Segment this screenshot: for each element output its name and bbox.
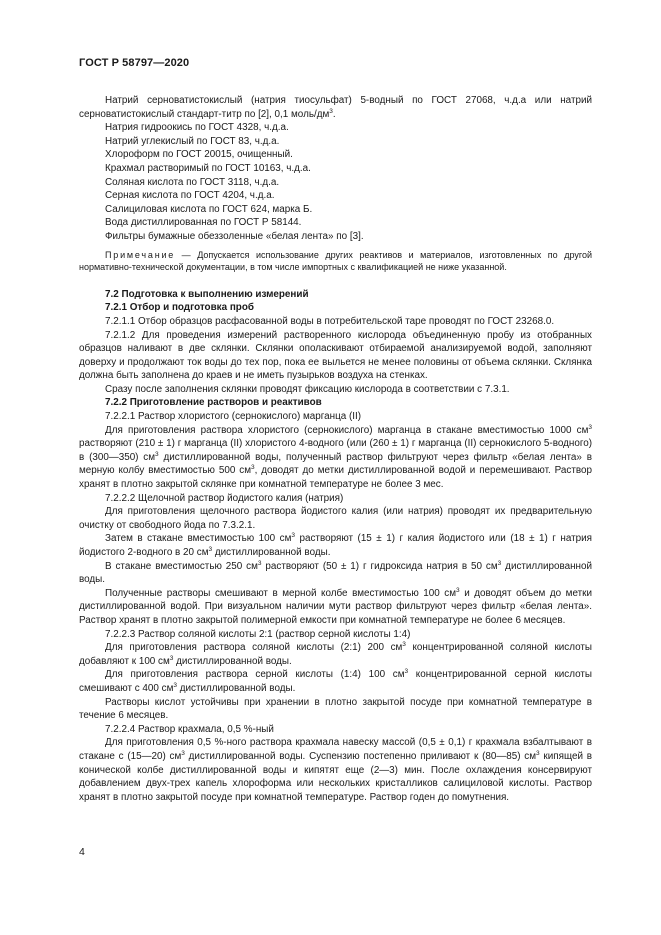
- reagent-item: Вода дистиллированная по ГОСТ Р 58144.: [105, 217, 302, 229]
- note-text: — Допускается использование других реактивов и материалов, изготовленных по другой нормативно-технической документации, в том числе импортных с квалификацией не ниже указанной.: [79, 249, 592, 273]
- paragraph-7-2-2-2-d: Полученные растворы смешивают в мерной колбе вместимостью 100 $см^3$ и доводят объем до метки дистиллированной водой. При визуальном наличии мути раствор фильтруют через фильтр «белая лента». Раствор хранят в плотно закрытой полимерной емкости при комнатной температуре не более 6 месяцев.: [79, 586, 592, 626]
- paragraph-7-2-2-3-a: Для приготовления раствора соляной кислоты (2:1) 200 $см^3$ концентрированной соляной кислоты добавляют к 100 $см^3$ дистиллированной воды.: [79, 641, 592, 667]
- reagent-item: Серная кислота по ГОСТ 4204, ч.д.а.: [105, 190, 275, 202]
- reagent-item: Соляная кислота по ГОСТ 3118, ч.д.а.: [105, 176, 280, 188]
- note-paragraph: [79, 249, 592, 274]
- paragraph-7-2-1-2: 7.2.1.2 Для проведения измерений растворенного кислорода объединенную пробу из отобранных образцов наливают в две склянки. Склянки ополаскивают отбираемой анализируемой водой, заполняют доверху и продолжают ток воды до тех пор, пока ее выльется не менее половины от объема склянки. Склянка должна быть заполнена до краев и не иметь пузырьков воздуха на стенках.: [79, 329, 592, 382]
- paragraph-7-2-2-1: Для приготовления раствора хлористого (сернокислого) марганца в стакане вместимостью 1000 $см^3$ растворяют (210 ± 1) г марганца (II) хлористого 4-водного (или (260 ± 1) г марганца (II) сернокислого 5-водного) в (300—350) $см^3$ дистиллированной воды, полученный раствор фильтруют через фильтр «белая лента» в мерную колбу вместимостью 500 $см^3$, доводят до метки дистиллированной водой и перемешивают. Раствор хранят в плотно закрытой склянке при комнатной температуре не более 3 мес.: [79, 423, 592, 491]
- reagent-item: Натрий серноватистокислый (натрия тиосульфат) 5-водный по ГОСТ 27068, ч.д.а или натрий серноватистокислый стандарт-титр по [2], 0,1 моль/$дм^3$.: [79, 95, 592, 120]
- item-title-7-2-2-1: 7.2.2.1 Раствор хлористого (сернокислого) марганца (II): [105, 411, 362, 423]
- paragraph-oxygen-fixation: Сразу после заполнения склянки проводят фиксацию кислорода в соответствии с 7.3.1.: [105, 383, 510, 395]
- document-header-title: ГОСТ Р 58797—2020: [79, 57, 190, 69]
- section-heading-7-2: 7.2 Подготовка к выполнению измерений: [105, 288, 309, 300]
- reagent-item: Крахмал растворимый по ГОСТ 10163, ч.д.а.: [105, 162, 311, 174]
- note-label: Примечание: [105, 249, 176, 260]
- reagent-item: Натрия гидроокись по ГОСТ 4328, ч.д.а.: [105, 122, 289, 134]
- reagent-item: Хлороформ по ГОСТ 20015, очищенный.: [105, 149, 293, 161]
- item-title-7-2-2-4: 7.2.2.4 Раствор крахмала, 0,5 %-ный: [105, 723, 274, 735]
- paragraph-7-2-2-4: Для приготовления 0,5 %-ного раствора крахмала навеску массой (0,5 ± 0,1) г крахмала взбалтывают в стакане с (15—20) $см^3$ дистиллированной воды. Суспензию постепенно приливают к (80—85) $см^3$ кипящей в конической колбе дистиллированной воды и кипятят еще (2—3) мин. После охлаждения консервируют добавлением двух-трех капель хлороформа или нескольких кристалликов салициловой кислоты. Раствор хранят в плотно закрытой посуде при комнатной температуре. Раствор годен до помутнения.: [79, 737, 592, 803]
- paragraph-7-2-1-1: 7.2.1.1 Отбор образцов расфасованной воды в потребительской таре проводят по ГОСТ 23268.0.: [105, 315, 555, 327]
- subsection-heading-7-2-1: 7.2.1 Отбор и подготовка проб: [105, 302, 254, 314]
- paragraph-7-2-2-3-b: Для приготовления раствора серной кислоты (1:4) 100 $см^3$ концентрированной серной кислоты смешивают с 400 $см^3$ дистиллированной воды.: [79, 668, 592, 694]
- reagent-item: Фильтры бумажные обеззоленные «белая лента» по [3].: [105, 230, 364, 242]
- paragraph-7-2-2-2-c: В стакане вместимостью 250 $см^3$ растворяют (50 ± 1) г гидроксида натрия в 50 $см^3$ дистиллированной воды.: [79, 559, 592, 586]
- paragraph-7-2-2-2-a: Для приготовления щелочного раствора йодистого калия (или натрия) проводят их предварительную очистку от свободного йода по 7.3.2.1.: [79, 506, 592, 531]
- item-title-7-2-2-2: 7.2.2.2 Щелочной раствор йодистого калия (натрия): [105, 492, 344, 504]
- paragraph-7-2-2-2-b: Затем в стакане вместимостью 100 $см^3$ растворяют (15 ± 1) г калия йодистого или (18 ± 1) г натрия йодистого 2-водного в 20 $см^3$ дистиллированной воды.: [79, 532, 593, 558]
- subsection-heading-7-2-2: 7.2.2 Приготовление растворов и реактивов: [105, 397, 322, 409]
- item-title-7-2-2-3: 7.2.2.3 Раствор соляной кислоты 2:1 (раствор серной кислоты 1:4): [105, 628, 411, 640]
- paragraph-7-2-2-3-c: Растворы кислот устойчивы при хранении в плотно закрытой посуде при комнатной температуре в течение 6 месяцев.: [79, 696, 592, 722]
- reagent-item: Салициловая кислота по ГОСТ 624, марка Б.: [105, 203, 313, 215]
- page-number: 4: [79, 846, 85, 858]
- reagent-item: Натрий углекислый по ГОСТ 83, ч.д.а.: [105, 135, 280, 147]
- document-body: [79, 94, 592, 804]
